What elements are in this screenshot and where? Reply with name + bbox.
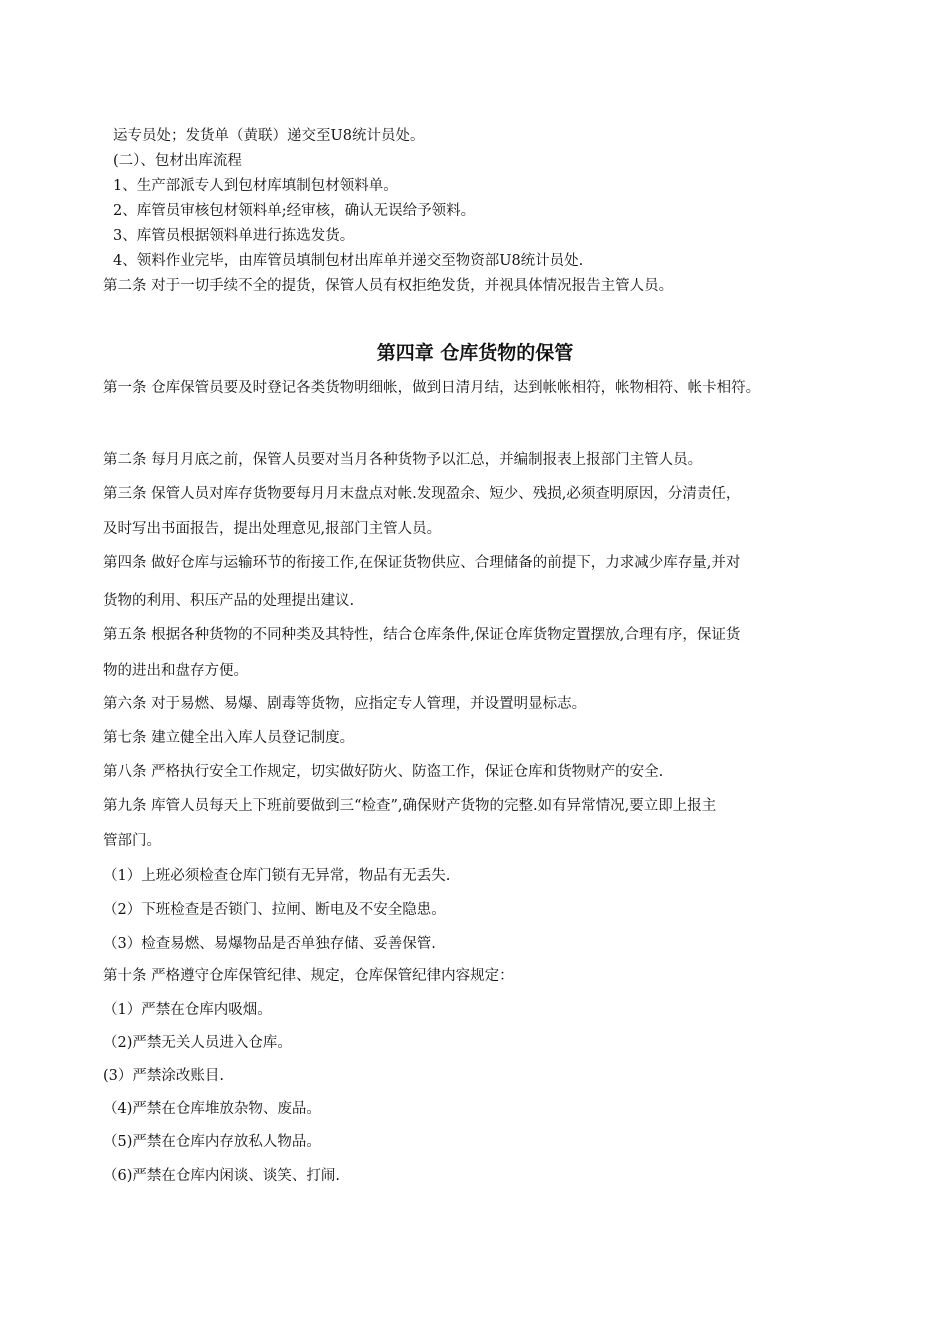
rule-item-3: (3）严禁涂改账目. — [103, 1068, 224, 1084]
list-item-step-4: 4、领料作业完毕，由库管员填制包材出库单并递交至物资部U8统计员处. — [113, 253, 584, 269]
article-9-line-1: 第九条 库管人员每天上下班前要做到三“检查”,确保财产货物的完整.如有异常情况,要立即上报主 — [103, 798, 717, 814]
article-7: 第七条 建立健全出入库人员登记制度。 — [103, 730, 355, 746]
article-8: 第八条 严格执行安全工作规定，切实做好防火、防盗工作，保证仓库和货物财产的安全. — [103, 764, 664, 780]
article-2: 第二条 每月月底之前，保管人员要对当月各种货物予以汇总，并编制报表上报部门主管人员。 — [103, 452, 703, 468]
article-6: 第六条 对于易燃、易爆、剧毒等货物，应指定专人管理，并设置明显标志。 — [103, 696, 587, 712]
article-3-line-2: 及时写出书面报告，提出处理意见,报部门主管人员。 — [103, 521, 442, 537]
text-line-dispatch-note: 运专员处；发货单（黄联）递交至U8统计员处。 — [113, 128, 425, 144]
article-3-line-1: 第三条 保管人员对库存货物要每月月末盘点对帐.发现盈余、短少、残损,必须查明原因，分清责任， — [103, 486, 741, 502]
article-4-line-2: 货物的利用、积压产品的处理提出建议. — [103, 593, 355, 609]
rule-item-5: （5)严禁在仓库内存放私人物品。 — [103, 1134, 321, 1150]
article-5-line-2: 物的进出和盘存方便。 — [103, 663, 248, 679]
article-4-line-1: 第四条 做好仓库与运输环节的衔接工作,在保证货物供应、合理储备的前提下，力求减少库存量,并对 — [103, 555, 741, 571]
check-item-3: （3）检查易燃、易爆物品是否单独存储、妥善保管. — [103, 936, 436, 952]
list-item-step-2: 2、库管员审核包材领料单;经审核，确认无误给予领料。 — [113, 203, 476, 219]
article-9-line-2: 管部门。 — [103, 833, 161, 849]
check-item-2: （2）下班检查是否锁门、拉闸、断电及不安全隐患。 — [103, 902, 446, 918]
rule-item-1: （1）严禁在仓库内吸烟。 — [103, 1002, 272, 1018]
article-1: 第一条 仓库保管员要及时登记各类货物明细帐，做到日清月结，达到帐帐相符，帐物相符、帐卡相符。 — [103, 380, 761, 396]
rule-item-4: （4)严禁在仓库堆放杂物、废品。 — [103, 1101, 321, 1117]
list-item-step-1: 1、生产部派专人到包材库填制包材领料单。 — [113, 178, 398, 194]
rule-item-6: （6)严禁在仓库内闲谈、谈笑、打闹. — [103, 1168, 340, 1184]
list-item-step-3: 3、库管员根据领料单进行拣选发货。 — [113, 228, 355, 244]
chapter-title: 第四章 仓库货物的保管 — [376, 342, 574, 364]
check-item-1: （1）上班必须检查仓库门锁有无异常，物品有无丢失. — [103, 868, 451, 884]
article-5-line-1: 第五条 根据各种货物的不同种类及其特性，结合仓库条件,保证仓库货物定置摆放,合理有序，保证货 — [103, 627, 741, 643]
subsection-heading-packaging-outbound: (二）、包材出库流程 — [113, 153, 242, 169]
article-10: 第十条 严格遵守仓库保管纪律、规定，仓库保管纪律内容规定： — [103, 968, 514, 984]
rule-item-2: （2)严禁无关人员进入仓库。 — [103, 1035, 292, 1051]
article-2-refuse-delivery: 第二条 对于一切手续不全的提货，保管人员有权拒绝发货，并视具体情况报告主管人员。 — [103, 278, 674, 294]
